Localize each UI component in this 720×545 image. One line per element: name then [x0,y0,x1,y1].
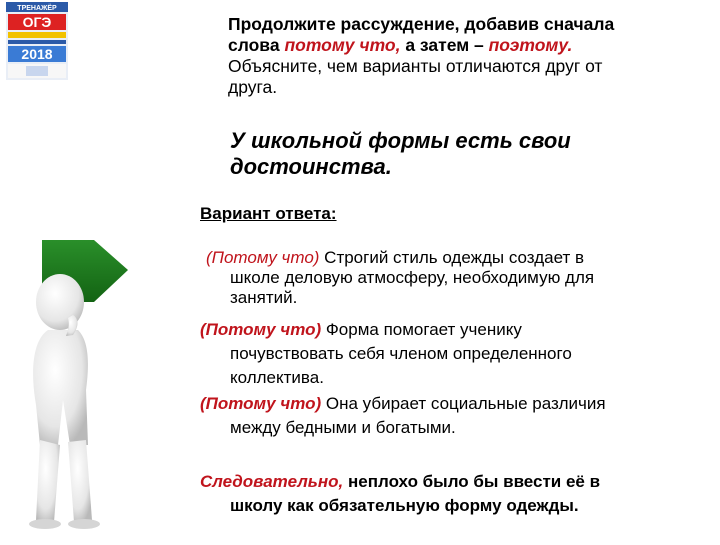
answer-item-3-lead: (Потому что) [200,394,322,413]
svg-text:ОГЭ: ОГЭ [22,14,52,30]
body-shape [33,330,88,445]
answer-item-2-line-3: коллектива. [230,368,324,387]
intro-line-2-a: слова [228,35,285,55]
intro-line-4: друга. [228,77,278,97]
answer-item-2-line-2: почувствовать себя членом определенного [230,344,572,363]
thesis-line-1: У школьной формы есть свои [230,128,571,153]
keyword-therefore: поэтому. [488,35,573,55]
intro-line-3: Объясните, чем варианты отличаются друг от [228,56,603,76]
answer-item-1-line-3: занятий. [230,288,298,307]
answer-item-3-line-2: между бедными и богатыми. [230,418,456,437]
conclusion-lead: Следовательно, [200,472,344,491]
svg-text:2018: 2018 [21,46,53,62]
person-with-flag-illustration [18,230,178,540]
thesis-statement [230,128,690,180]
thesis-line-2: достоинства. [230,154,392,179]
task-instructions [228,14,708,98]
person-with-flag-icon [18,230,178,540]
answer-item-2 [200,318,700,390]
conclusion [200,470,700,518]
answer-item-1-lead: (Потому что) [206,248,320,267]
answer-item-1-first: Строгий стиль одежды создает в [319,248,585,267]
answer-item-1-line-2: школе деловую атмосферу, необходимую для [230,268,595,287]
conclusion-first: неплохо было бы ввести её в [343,472,601,491]
keyword-because: потому что, [284,35,401,55]
answer-title: Вариант ответа: [200,204,337,223]
intro-line-1: Продолжите рассуждение, добавив сначала [228,14,615,34]
logo-image [6,2,68,80]
answer-item-3 [200,392,700,440]
conclusion-line-2: школу как обязательную форму одежды. [230,496,579,515]
svg-text:ТРЕНАЖЁР: ТРЕНАЖЁР [17,5,57,12]
intro-line-2-b: а затем – [400,35,489,55]
answer-item-2-lead: (Потому что) [200,320,322,339]
answer-item-2-first: Форма помогает ученику [321,320,522,339]
answer-item-1 [200,248,700,308]
trainer-logo [6,2,68,80]
answer-item-3-first: Она убирает социальные различия [321,394,606,413]
